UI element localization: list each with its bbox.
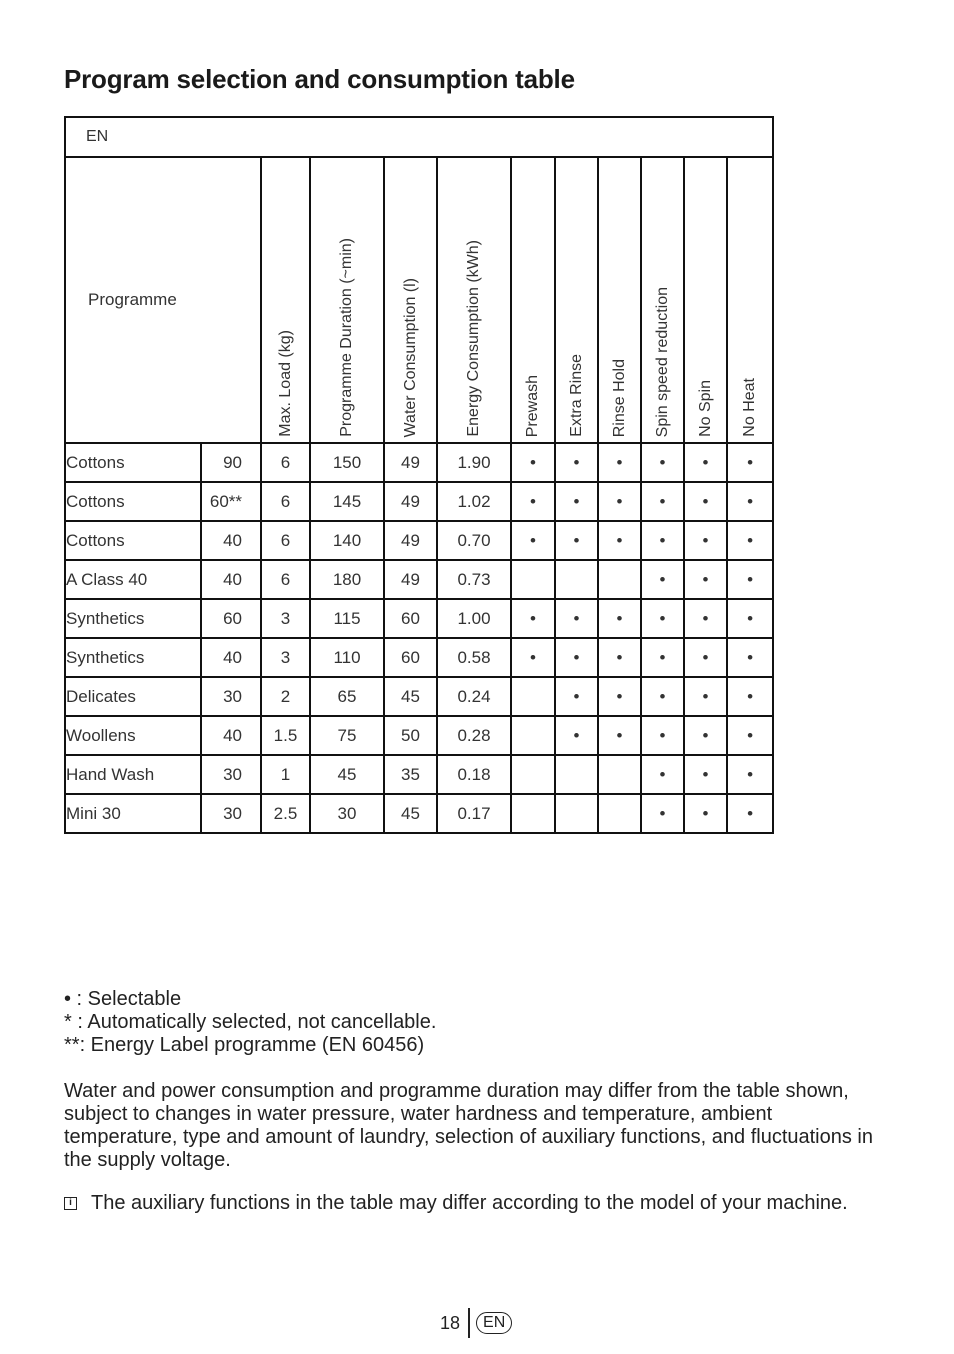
- column-header-spin-reduction: Spin speed reduction: [641, 157, 684, 443]
- column-header-no-spin: No Spin: [684, 157, 727, 443]
- programme-table-body: [65, 443, 773, 833]
- column-header-water: Water Consumption (l): [384, 157, 437, 443]
- cell-prewash: [511, 755, 555, 794]
- cell-prewash: •: [511, 521, 555, 560]
- cell-energy: 0.58: [437, 638, 511, 677]
- cell-energy: 0.24: [437, 677, 511, 716]
- cell-spin-reduction: •: [641, 716, 684, 755]
- cell-temp: 40: [201, 638, 261, 677]
- cell-temp: 30: [201, 794, 261, 833]
- column-header-energy: Energy Consumption (kWh): [437, 157, 511, 443]
- table-row: [65, 560, 773, 599]
- cell-no-spin: •: [684, 560, 727, 599]
- cell-energy: 0.17: [437, 794, 511, 833]
- column-header-prewash: Prewash: [511, 157, 555, 443]
- cell-duration: 65: [310, 677, 384, 716]
- cell-rinse-hold: •: [598, 482, 641, 521]
- cell-water: 45: [384, 677, 437, 716]
- cell-no-spin: •: [684, 482, 727, 521]
- table-row: [65, 755, 773, 794]
- cell-spin-reduction: •: [641, 638, 684, 677]
- cell-extra-rinse: •: [555, 638, 598, 677]
- table-row: [65, 482, 773, 521]
- cell-no-heat: •: [727, 677, 773, 716]
- cell-prewash: •: [511, 482, 555, 521]
- cell-water: 49: [384, 560, 437, 599]
- cell-extra-rinse: •: [555, 599, 598, 638]
- programme-name: Delicates: [65, 677, 201, 716]
- legend-selectable: • : Selectable: [64, 988, 182, 1010]
- cell-temp: 90: [201, 443, 261, 482]
- page-number: 18: [440, 1312, 461, 1333]
- cell-extra-rinse: •: [555, 521, 598, 560]
- cell-load: 1.5: [261, 716, 310, 755]
- cell-energy: 1.90: [437, 443, 511, 482]
- cell-energy: 0.18: [437, 755, 511, 794]
- table-row: [65, 599, 773, 638]
- cell-temp: 60: [201, 599, 261, 638]
- cell-water: 45: [384, 794, 437, 833]
- cell-temp: 30: [201, 755, 261, 794]
- cell-water: 35: [384, 755, 437, 794]
- cell-temp: 40: [201, 521, 261, 560]
- cell-no-heat: •: [727, 560, 773, 599]
- column-header-max-load: Max. Load (kg): [261, 157, 310, 443]
- cell-extra-rinse: •: [555, 716, 598, 755]
- cell-spin-reduction: •: [641, 755, 684, 794]
- cell-prewash: •: [511, 443, 555, 482]
- cell-load: 3: [261, 638, 310, 677]
- cell-rinse-hold: [598, 794, 641, 833]
- cell-no-spin: •: [684, 755, 727, 794]
- cell-load: 6: [261, 482, 310, 521]
- cell-extra-rinse: [555, 560, 598, 599]
- cell-temp: 40: [201, 560, 261, 599]
- cell-duration: 145: [310, 482, 384, 521]
- language-badge: EN: [476, 1312, 512, 1334]
- column-header-no-heat: No Heat: [727, 157, 773, 443]
- cell-rinse-hold: •: [598, 443, 641, 482]
- cell-no-heat: •: [727, 443, 773, 482]
- cell-energy: 1.02: [437, 482, 511, 521]
- legend: [64, 988, 884, 1057]
- cell-duration: 180: [310, 560, 384, 599]
- cell-water: 49: [384, 482, 437, 521]
- cell-spin-reduction: •: [641, 443, 684, 482]
- cell-water: 50: [384, 716, 437, 755]
- cell-no-spin: •: [684, 443, 727, 482]
- table-row: [65, 521, 773, 560]
- programme-table: [64, 116, 774, 834]
- cell-rinse-hold: •: [598, 716, 641, 755]
- cell-duration: 140: [310, 521, 384, 560]
- cell-no-heat: •: [727, 716, 773, 755]
- cell-load: 6: [261, 521, 310, 560]
- column-header-duration: Programme Duration (~min): [310, 157, 384, 443]
- cell-no-spin: •: [684, 716, 727, 755]
- cell-load: 6: [261, 560, 310, 599]
- table-row: [65, 677, 773, 716]
- cell-prewash: [511, 560, 555, 599]
- cell-load: 1: [261, 755, 310, 794]
- table-row: [65, 794, 773, 833]
- programme-name: Cottons: [65, 482, 201, 521]
- cell-extra-rinse: [555, 755, 598, 794]
- cell-no-spin: •: [684, 521, 727, 560]
- cell-duration: 30: [310, 794, 384, 833]
- cell-prewash: •: [511, 638, 555, 677]
- cell-duration: 75: [310, 716, 384, 755]
- cell-water: 49: [384, 521, 437, 560]
- cell-water: 60: [384, 638, 437, 677]
- page-footer: [440, 1308, 512, 1338]
- cell-no-heat: •: [727, 599, 773, 638]
- cell-no-heat: •: [727, 482, 773, 521]
- cell-rinse-hold: •: [598, 521, 641, 560]
- programme-name: Woollens: [65, 716, 201, 755]
- cell-rinse-hold: •: [598, 599, 641, 638]
- programme-name: Synthetics: [65, 599, 201, 638]
- column-header-rinse-hold: Rinse Hold: [598, 157, 641, 443]
- cell-spin-reduction: •: [641, 677, 684, 716]
- cell-spin-reduction: •: [641, 560, 684, 599]
- table-row: [65, 638, 773, 677]
- cell-duration: 110: [310, 638, 384, 677]
- cell-no-heat: •: [727, 638, 773, 677]
- cell-no-spin: •: [684, 599, 727, 638]
- info-note-text: The auxiliary functions in the table may differ according to the model of your machine.: [91, 1192, 848, 1214]
- cell-energy: 0.73: [437, 560, 511, 599]
- cell-spin-reduction: •: [641, 521, 684, 560]
- cell-temp: 40: [201, 716, 261, 755]
- programme-name: Hand Wash: [65, 755, 201, 794]
- cell-temp: 60**: [201, 482, 261, 521]
- cell-no-spin: •: [684, 677, 727, 716]
- cell-rinse-hold: •: [598, 638, 641, 677]
- programme-column-header: Programme: [65, 157, 261, 443]
- cell-spin-reduction: •: [641, 482, 684, 521]
- cell-load: 6: [261, 443, 310, 482]
- page-title: Program selection and consumption table: [64, 64, 575, 94]
- cell-no-heat: •: [727, 755, 773, 794]
- cell-spin-reduction: •: [641, 599, 684, 638]
- cell-load: 2.5: [261, 794, 310, 833]
- cell-temp: 30: [201, 677, 261, 716]
- cell-extra-rinse: •: [555, 482, 598, 521]
- cell-prewash: •: [511, 599, 555, 638]
- cell-prewash: [511, 794, 555, 833]
- cell-rinse-hold: [598, 560, 641, 599]
- cell-no-spin: •: [684, 794, 727, 833]
- cell-prewash: [511, 677, 555, 716]
- cell-water: 49: [384, 443, 437, 482]
- programme-name: Cottons: [65, 443, 201, 482]
- cell-load: 2: [261, 677, 310, 716]
- programme-name: Mini 30: [65, 794, 201, 833]
- table-language-label: EN: [65, 117, 773, 157]
- programme-name: A Class 40: [65, 560, 201, 599]
- consumption-disclaimer: Water and power consumption and programme duration may differ from the table shown, subject to changes in water pressure, water hardness and temperature, ambient temperature, type and amount of laundry, selection of auxiliary functions, and fluctuations in the supply voltage.: [64, 1080, 873, 1171]
- cell-extra-rinse: •: [555, 443, 598, 482]
- cell-duration: 115: [310, 599, 384, 638]
- cell-load: 3: [261, 599, 310, 638]
- cell-spin-reduction: •: [641, 794, 684, 833]
- cell-duration: 150: [310, 443, 384, 482]
- cell-energy: 1.00: [437, 599, 511, 638]
- cell-no-heat: •: [727, 521, 773, 560]
- programme-name: Cottons: [65, 521, 201, 560]
- cell-rinse-hold: [598, 755, 641, 794]
- cell-no-spin: •: [684, 638, 727, 677]
- programme-name: Synthetics: [65, 638, 201, 677]
- footer-divider: [468, 1308, 470, 1338]
- legend-energy-label: **: Energy Label programme (EN 60456): [64, 1034, 425, 1056]
- cell-energy: 0.28: [437, 716, 511, 755]
- column-header-extra-rinse: Extra Rinse: [555, 157, 598, 443]
- info-icon: i: [64, 1197, 77, 1210]
- table-row: [65, 716, 773, 755]
- table-row: [65, 443, 773, 482]
- cell-duration: 45: [310, 755, 384, 794]
- cell-extra-rinse: •: [555, 677, 598, 716]
- cell-rinse-hold: •: [598, 677, 641, 716]
- cell-water: 60: [384, 599, 437, 638]
- cell-energy: 0.70: [437, 521, 511, 560]
- legend-automatic: * : Automatically selected, not cancellable.: [64, 1011, 437, 1033]
- cell-extra-rinse: [555, 794, 598, 833]
- info-note: [64, 1192, 864, 1215]
- cell-prewash: [511, 716, 555, 755]
- cell-no-heat: •: [727, 794, 773, 833]
